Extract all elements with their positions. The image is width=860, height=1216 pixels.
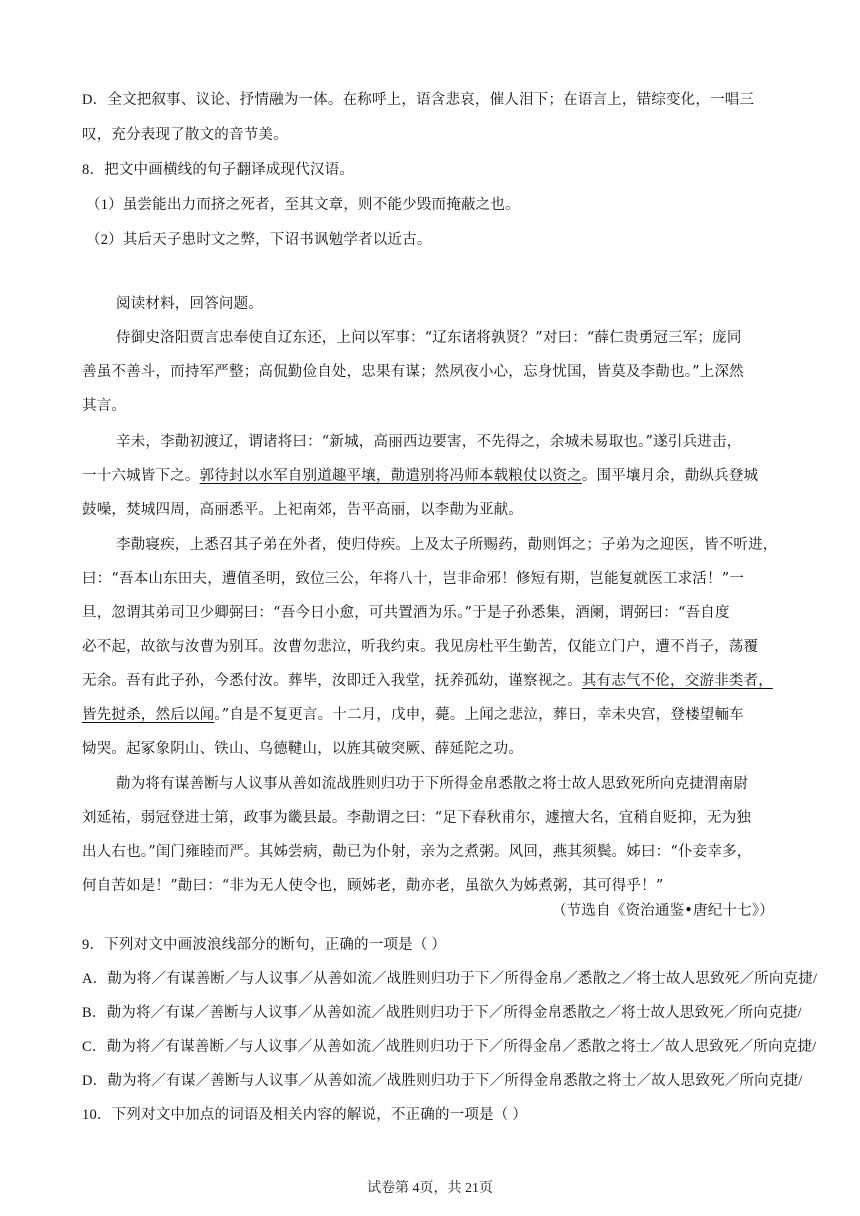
passage-p3-line2: 曰：“吾本山东田夫，遭值圣明，致位三公，年将八十，岂非命邪！修短有期，岂能复就医工求活！”一 <box>82 571 745 587</box>
passage-intro: 阅读材料，回答问题。 <box>116 296 263 312</box>
passage-p1-line2: 善虽不善斗，而持军严整；高侃勤俭自处，忠果有谋；然夙夜小心，忘身忧国，皆莫及李勣也。”上深然 <box>82 364 744 380</box>
passage-p2-line3: 鼓噪，焚城四周，高丽悉平。上祀南郊，告平高丽，以李勣为亚献。 <box>82 502 523 518</box>
underlined-sentence-2a: 其有志气不伦，交游非类者， <box>581 673 773 689</box>
passage-p3-line6-end: 。”自是不复更言。十二月，戊申，薨。上闻之悲泣，葬日，幸未央宫，登楼望輀车 <box>214 707 744 723</box>
passage-p4-line1: 勣为将有谋善断与人议事从善如流战胜则归功于下所得金帛悉散之将士故人思致死所向克捷渭南尉 <box>116 776 749 792</box>
q8-stem: 8．把文中画横线的句子翻译成现代汉语。 <box>82 162 355 178</box>
q9-stem: 9．下列对文中画波浪线部分的断句，正确的一项是（ ） <box>82 937 447 953</box>
passage-p2-line1: 辛未，李勣初渡辽，谓诸将曰：“新城，高丽西边要害，不先得之，余城未易取也。”遂引兵进击， <box>116 434 742 450</box>
passage-p4-line3: 出人右也。”闺门雍睦而严。其姊尝病，勣已为仆射，亲为之煮粥。风回，燕其须鬓。姊曰：“仆妾幸多， <box>82 844 752 860</box>
q8-item-2: （2）其后天子患时文之弊，下诏书讽勉学者以近古。 <box>86 232 432 248</box>
passage-p1-line1: 侍御史洛阳贾言忠奉使自辽东还，上问以军事：“辽东诸将孰贤？”对曰：“薛仁贵勇冠三军；庞同 <box>116 330 742 346</box>
q10-stem: 10．下列对文中加点的词语及相关内容的解说，不正确的一项是（ ） <box>82 1107 528 1123</box>
passage-p3-line5 <box>82 671 782 691</box>
passage-p2-line2-end: 。围平壤月余，勣纵兵登城 <box>581 468 759 484</box>
q9-option-a: A．勣为将／有谋善断／与人议事／从善如流／战胜则归功于下／所得金帛／悉散之／将士故人思致死／所向克捷/ <box>82 971 818 987</box>
passage-p4-line4: 何自苦如是！”勣曰：“非为无人使令也，顾姊老，勣亦老，虽欲久为姊煮粥，其可得乎！” <box>82 878 664 894</box>
q9-option-c: C．勣为将／有谋善断／与人议事／从善如流／战胜则归功于下／所得金帛／悉散之将士／故人思致死／所向克捷/ <box>82 1039 817 1055</box>
underlined-sentence-1: 郭待封以水军自别道趣平壤，勣遣别将冯师本载粮仗以资之 <box>199 468 582 484</box>
passage-p2-line2 <box>82 466 782 486</box>
q9-option-d: D．勣为将／有谋／善断与人议事／从善如流／战胜则归功于下／所得金帛悉散之将士／故人思致死／所向克捷/ <box>82 1073 803 1089</box>
q7-option-d-line2: 叹，充分表现了散文的音节美。 <box>82 127 288 143</box>
underlined-sentence-2b: 皆先挝杀，然后以闻 <box>82 707 215 723</box>
passage-p4-line2: 刘延祐，弱冠登进士第，政事为畿县最。李勣谓之曰：“足下春秋甫尔，遽擅大名，宜稍自贬抑，无为独 <box>82 810 752 826</box>
passage-p1-line3: 其言。 <box>82 398 127 414</box>
q9-option-b: B．勣为将／有谋／善断与人议事／从善如流／战胜则归功于下／所得金帛悉散之／将士故人思致死／所向克捷/ <box>82 1005 802 1021</box>
passage-p3-line7: 恸哭。起冢象阴山、铁山、乌德鞬山，以旌其破突厥、薛延陀之功。 <box>82 741 523 757</box>
page-footer: 试卷第 4页，共 21页 <box>367 1181 493 1196</box>
passage-p2-line2-start: 一十六城皆下之。 <box>82 468 200 484</box>
passage-p3-line4: 必不起，故欲与汝曹为别耳。汝曹勿悲泣，听我约束。我见房杜平生勤苦，仅能立门户，遭不肖子，荡覆 <box>82 639 759 655</box>
passage-p3-line3: 旦，忽谓其弟司卫少卿弼曰：“吾今日小愈，可共置酒为乐。”于是子孙悉集，酒阑，谓弼曰：“吾自度 <box>82 605 730 621</box>
passage-p3-line5-start: 无余。吾有此子孙，今悉付汝。葬毕，汝即迁入我堂，抚养孤幼，谨察视之。 <box>82 673 582 689</box>
passage-p3-line6 <box>82 705 782 725</box>
q7-option-d-line1: D．全文把叙事、议论、抒情融为一体。在称呼上，语含悲哀，催人泪下；在语言上，错综变化，一唱三 <box>82 92 755 108</box>
q8-item-1: （1）虽尝能出力而挤之死者，至其文章，则不能少毁而掩蔽之也。 <box>86 197 520 213</box>
passage-source: （节选自《资治通鉴•唐纪十七》） <box>551 903 774 919</box>
passage-p3-line1: 李勣寝疾，上悉召其子弟在外者，使归侍疾。上及太子所赐药，勣则饵之；子弟为之迎医，皆不听进， <box>116 537 778 553</box>
